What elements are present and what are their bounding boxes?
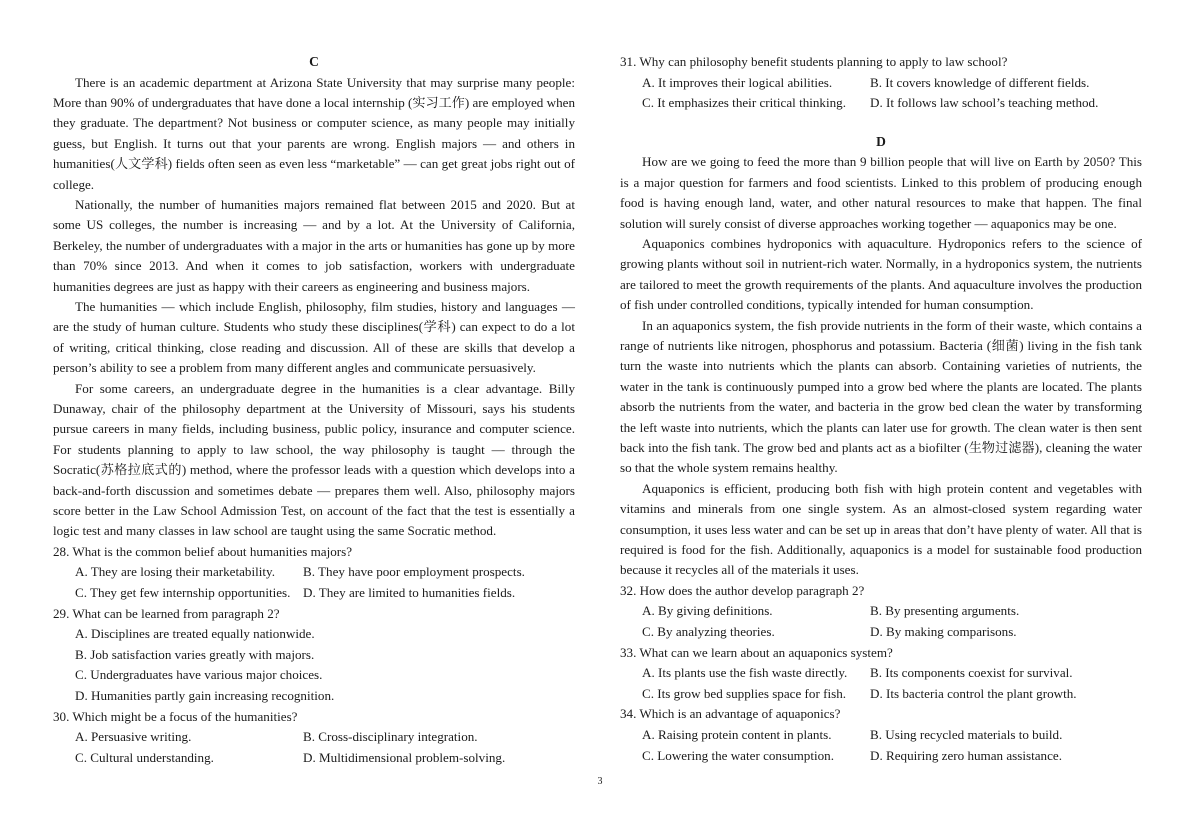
question-stem: 33. What can we learn about an aquaponics system? <box>620 644 893 660</box>
passage-d-paragraph-2: Aquaponics combines hydroponics with aquaculture. Hydroponics refers to the science of growing plants without soil in nutrient-rich water. Normally, in a hydroponics system, the nutrients are tailored to meet the growth requirements of the plants. And aquaculture involves the production of fish under controlled conditions, typically intended for human consumption. <box>620 235 1142 313</box>
answer-option-a: A. Its plants use the fish waste directly. <box>642 665 848 681</box>
answer-option-c: C. It emphasizes their critical thinking. <box>642 95 846 111</box>
passage-d-paragraph-4: Aquaponics is efficient, producing both fish with high protein content and vegetables with vitamins and minerals from one single system. As an almost-closed system regarding water consumption, it uses less water and can be set up in areas that don’t have plenty of water. All that is required is food for the fish. Additionally, aquaponics is a model for sustainable food production because it recycles all of the materials it uses. <box>620 480 1142 578</box>
passage-d-paragraph-3: In an aquaponics system, the fish provide nutrients in the form of their waste, which contains a range of nutrients like nitrogen, phosphorus and potassium. Bacteria (细菌) living in the fish tank turn the waste into nutrients which the plants can absorb. Containing varieties of nutrients, the water in the tank is continuously pumped into a grow bed where the plants are located. The plants absorb the nutrients from the water, and bacteria in the grow bed clean the water by transforming the left waste into nutrients, which the plants can later use for growth. The clean water is then sent back into the fish tank. The grow bed and plants act as a biofilter (生物过滤器), cleaning the water so that the whole system remains healthy. <box>620 317 1142 476</box>
answer-option-d: D. Requiring zero human assistance. <box>870 747 1062 763</box>
answer-option-a: A. Persuasive writing. <box>75 729 192 745</box>
question-29 <box>53 604 575 707</box>
question-28 <box>53 542 575 604</box>
section-title-d: D <box>876 133 886 149</box>
question-32 <box>620 581 1142 643</box>
answer-option-b: B. Using recycled materials to build. <box>870 726 1063 742</box>
question-33 <box>620 643 1142 705</box>
question-stem: 34. Which is an advantage of aquaponics? <box>620 706 841 722</box>
answer-option-c: C. Its grow bed supplies space for fish. <box>642 685 847 701</box>
answer-option-b: B. They have poor employment prospects. <box>303 564 525 580</box>
answer-option-d: D. By making comparisons. <box>870 624 1017 639</box>
answer-option-a: A. By giving definitions. <box>642 603 773 619</box>
answer-options <box>53 562 575 603</box>
answer-option-b: B. Its components coexist for survival. <box>870 665 1073 681</box>
answer-option-d: D. Multidimensional problem-solving. <box>303 749 506 765</box>
passage-c-paragraph-1: There is an academic department at Arizona State University that may surprise many people: More than 90% of undergraduates that have done a local internship (实习工作) are employed when they graduate. The department? Not business or computer science, as many people may initially guess, but English. It turns out that your parents are wrong. English majors — and others in humanities(人文学科) fields often seen as even less “marketable” — can get great jobs right out of college. <box>53 74 575 192</box>
answer-option-d: D. Humanities partly gain increasing recognition. <box>75 688 335 703</box>
question-30 <box>53 707 575 769</box>
answer-option-d: D. They are limited to humanities fields. <box>303 585 516 601</box>
answer-option-c: C. Lowering the water consumption. <box>642 747 835 763</box>
section-title-c: C <box>309 54 319 69</box>
passage-c-paragraph-2: Nationally, the number of humanities majors remained flat between 2015 and 2020. But at some US colleges, the number is increasing — and by a lot. At the University of California, Berkeley, the number of undergraduates with a major in the arts or humanities has gone up by more than 70% since 2013. And when it comes to job satisfaction, workers with undergraduate humanities degrees are just as happy with their careers as engineering and business majors. <box>53 196 575 294</box>
answer-options <box>620 725 1142 766</box>
right-column <box>620 52 1142 766</box>
answer-option-b: B. Cross-disciplinary integration. <box>303 729 478 745</box>
answer-option-c: C. Undergraduates have various major choices. <box>75 667 323 683</box>
answer-options <box>620 73 1142 114</box>
answer-option-a: A. Raising protein content in plants. <box>642 726 832 742</box>
answer-option-d: D. Its bacteria control the plant growth. <box>870 685 1077 701</box>
page-number: 3 <box>597 776 603 787</box>
answer-option-b: B. Job satisfaction varies greatly with majors. <box>75 646 315 662</box>
answer-option-a: A. They are losing their marketability. <box>75 564 275 580</box>
question-stem: 28. What is the common belief about humanities majors? <box>53 543 353 559</box>
answer-option-c: C. Cultural understanding. <box>75 749 214 765</box>
question-34 <box>620 704 1142 766</box>
question-stem: 32. How does the author develop paragraph 2? <box>620 582 865 598</box>
question-31 <box>620 52 1142 114</box>
answer-option-c: C. By analyzing theories. <box>642 624 775 639</box>
answer-option-b: B. It covers knowledge of different fields. <box>870 74 1090 90</box>
answer-option-a: A. Disciplines are treated equally nationwide. <box>75 626 315 642</box>
question-stem: 29. What can be learned from paragraph 2? <box>53 605 280 621</box>
answer-options <box>53 624 575 706</box>
question-stem: 30. Which might be a focus of the humanities? <box>53 708 298 724</box>
question-stem: 31. Why can philosophy benefit students planning to apply to law school? <box>620 54 1008 69</box>
answer-option-b: B. By presenting arguments. <box>870 603 1020 619</box>
answer-options <box>620 601 1142 642</box>
answer-options <box>620 663 1142 704</box>
answer-options <box>53 727 575 768</box>
left-column <box>53 52 575 768</box>
answer-option-a: A. It improves their logical abilities. <box>642 74 833 90</box>
passage-c-paragraph-4: For some careers, an undergraduate degree in the humanities is a clear advantage. Billy Dunaway, chair of the philosophy department at the University of Missouri, says his students pursue careers in many fields, including business, public policy, insurance and computer science. For students planning to apply to law school, the way philosophy is taught — through the Socratic(苏格拉底式的) method, where the professor leads with a question which develops into a back-and-forth discussion and sometimes debate — prepares them well. Also, philosophy majors score better in the Law School Admission Test, on account of the fact that the test is essentially a logic test and many classes in law school are taught using the same Socratic method. <box>53 380 575 539</box>
passage-c-paragraph-3: The humanities — which include English, philosophy, film studies, history and languages — are the study of human culture. Students who study these disciplines(学科) can expect to do a lot of writing, critical thinking, close reading and discussion. All of these are skills that develop a person’s ability to see a problem from many different angles and communicate persuasively. <box>53 298 575 376</box>
passage-d-paragraph-1: How are we going to feed the more than 9 billion people that will live on Earth by 2050? This is a major question for farmers and food scientists. Linked to this problem of producing enough food is having enough land, water, and other natural resources to make that happen. The final solution will surely consist of diverse approaches working together — aquaponics may be one. <box>620 154 1142 231</box>
answer-option-d: D. It follows law school’s teaching method. <box>870 95 1099 111</box>
answer-option-c: C. They get few internship opportunities. <box>75 585 291 601</box>
